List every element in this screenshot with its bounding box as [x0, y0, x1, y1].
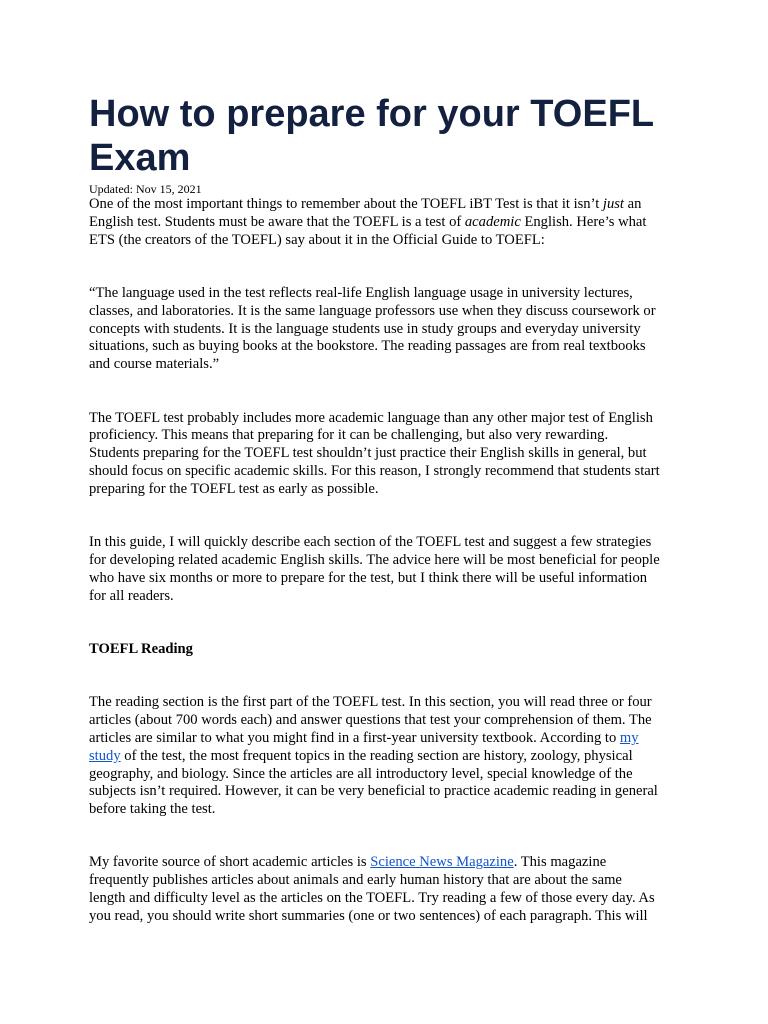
- paragraph-text: of the test, the most frequent topics in the reading section are history, zoology, physical: [120, 747, 633, 764]
- paragraph-text: My favorite source of short academic articles is: [89, 854, 371, 871]
- spacer: [89, 659, 681, 695]
- paragraph-line: The reading section is the first part of the TOEFL test. In this section, you will read three or four: [89, 694, 652, 711]
- paragraph-line: you read, you should write short summaries (one or two sentences) of each paragraph. This will: [89, 907, 648, 924]
- spacer: [89, 605, 681, 641]
- updated-date: Updated: Nov 15, 2021: [89, 182, 202, 196]
- paragraph-favorite-source: [89, 854, 681, 925]
- my-study-link-continued[interactable]: study: [89, 747, 121, 764]
- page-title-line-2: Exam: [89, 137, 191, 179]
- quote-line: situations, such as buying books at the bookstore. The reading passages are from real textbooks: [89, 338, 646, 355]
- paragraph-line: geography, and biology. Since the articles are all introductory level, special knowledge of the: [89, 765, 633, 782]
- paragraph-line: articles (about 700 words each) and answer questions that test your comprehension of them. The: [89, 712, 652, 729]
- page-title: [89, 92, 681, 180]
- spacer: [89, 819, 681, 855]
- paragraph-line: Students preparing for the TOEFL test shouldn’t just practice their English skills in general, but: [89, 445, 647, 462]
- paragraph-guide: [89, 534, 681, 605]
- intro-text: English. Here’s what: [520, 213, 647, 230]
- paragraph-line: frequently publishes articles about animals and early human history that are about the same: [89, 872, 622, 889]
- spacer: [89, 499, 681, 535]
- paragraph-line: before taking the test.: [89, 801, 216, 818]
- section-heading-reading: TOEFL Reading: [89, 640, 193, 657]
- intro-emphasis: academic: [464, 213, 521, 230]
- paragraph-line: length and difficulty level as the articles on the TOEFL. Try reading a few of those every day. As: [89, 890, 655, 907]
- paragraph-line: proficiency. This means that preparing for it can be challenging, but also very rewarding.: [89, 427, 609, 444]
- quote-line: concepts with students. It is the language students use in study groups and everyday university: [89, 320, 641, 337]
- quote-line: classes, and laboratories. It is the same language professors use when they discuss coursework or: [89, 302, 656, 319]
- spacer: [89, 374, 681, 410]
- paragraph-line: [89, 748, 681, 766]
- paragraph-line: [89, 730, 681, 748]
- paragraph-line: [89, 854, 681, 872]
- paragraph-line: In this guide, I will quickly describe each section of the TOEFL test and suggest a few strategies: [89, 534, 652, 551]
- paragraph-text: articles are similar to what you might find in a first-year university textbook. According to: [89, 729, 620, 746]
- paragraph-line: preparing for the TOEFL test as early as possible.: [89, 480, 379, 497]
- science-news-magazine-link[interactable]: Science News Magazine: [370, 854, 514, 871]
- paragraph-line: who have six months or more to prepare for the test, but I think there will be useful information: [89, 569, 648, 586]
- paragraph-line: should focus on specific academic skills. For this reason, I strongly recommend that students start: [89, 462, 660, 479]
- intro-text: One of the most important things to remember about the TOEFL iBT Test is that it isn’t: [89, 196, 603, 212]
- paragraph-line: for all readers.: [89, 587, 174, 604]
- spacer: [89, 249, 681, 285]
- intro-line-1: [89, 196, 681, 214]
- intro-paragraph: [89, 196, 681, 249]
- intro-text: English test. Students must be aware that the TOEFL is a test of: [89, 213, 465, 230]
- paragraph-text: . This magazine: [513, 854, 607, 871]
- intro-line-2: [89, 214, 681, 232]
- paragraph-reading-section: [89, 694, 681, 819]
- paragraph-academic-language: [89, 410, 681, 499]
- quote-line: “The language used in the test reflects real-life English language usage in university lectures,: [89, 284, 633, 301]
- article: [89, 92, 681, 926]
- my-study-link[interactable]: my: [619, 729, 639, 746]
- intro-text: an: [624, 196, 642, 212]
- quote-line: and course materials.”: [89, 356, 220, 373]
- intro-emphasis: just: [602, 196, 624, 212]
- intro-line-3: ETS (the creators of the TOEFL) say about it in the Official Guide to TOEFL:: [89, 231, 545, 248]
- page-title-line-1: How to prepare for your TOEFL: [89, 93, 655, 135]
- quote-paragraph: [89, 285, 681, 374]
- paragraph-line: subjects isn’t required. However, it can be very beneficial to practice academic reading in general: [89, 783, 658, 800]
- paragraph-line: The TOEFL test probably includes more academic language than any other major test of English: [89, 409, 653, 426]
- paragraph-line: for developing related academic English skills. The advice here will be most beneficial for people: [89, 551, 660, 568]
